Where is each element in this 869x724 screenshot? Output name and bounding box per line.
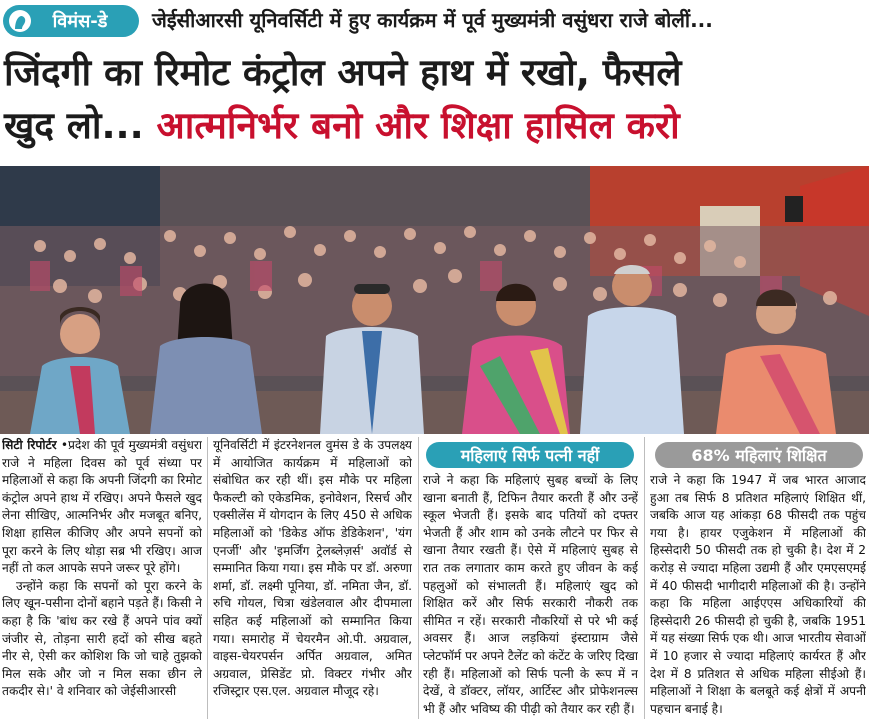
woman-silhouette-icon: [9, 9, 31, 33]
column-3-text: राजे ने कहा कि महिलाएं सुबह बच्चों के लिए खाना बनाती हैं, टिफिन तैयार करती हैं और उन्हें स्कूल भेजती हैं। इसके बाद पतियों को दफ्तर भेजती हैं और शाम को उनके लौटने पर फिर से खाना तैयार रखती हैं। ऐसे में महिलाएं सुबह से रात तक लगातार काम करते हुए जीवन के कई पहलुओं को संभालती हैं। महिलाएं खुद को शिक्षित करें और सिर्फ सरकारी नौकरी तक सीमित न रहें। सरकारी नौकरियों से परे भी कई अवसर हैं। आज लड़कियां इंस्टाग्राम जैसे प्लेटफॉर्म पर अपने टैलेंट को कंटेंट के जरिए दिखा रही हैं। महिलाओं को सिर्फ पत्नी के रूप में न देखें, वे डॉक्टर, लॉयर, आर्टिस्ट और प्रोफेशनल्स भी हैं और भविष्य की पीढ़ी को तैयार कर रही हैं।: [423, 473, 638, 716]
section-badge-label: विमंस-डे: [52, 11, 108, 32]
headline-line-2: [4, 99, 866, 152]
event-photo: [0, 166, 869, 434]
byline: सिटी रिपोर्टर: [2, 438, 57, 452]
top-strip: [0, 0, 869, 42]
article-column-3: [423, 442, 638, 724]
column-1-text: •प्रदेश की पूर्व मुख्यमंत्री वसुंधरा राजे ने महिला दिवस को पूर्व संध्या पर महिलाओं से कहा कि अपनी जिंदगी का रिमोट कंट्रोल अपने हाथ में रखिए। अपने फैसले खुद लेना सीखिए, आत्मनिर्भर और मजबूत बनिए, शिक्षा हासिल कीजिए और अपने सपनों को पूरा करने के लिए थोड़ा सब्र भी रखिए। आज नहीं तो कल आपके सपने जरूर पूरे होंगे।: [2, 438, 202, 576]
headline-line-1: जिंदगी का रिमोट कंट्रोल अपने हाथ में रखो, फैसले: [4, 51, 682, 94]
column-4-text: राजे ने कहा कि 1947 में जब भारत आजाद हुआ तब सिर्फ 8 प्रतिशत महिलाएं शिक्षित थीं, जबकि आज यह आंकड़ा 68 फीसदी तक पहुंच गया है। हायर एजुकेशन में महिलाओं की हिस्सेदारी 50 फीसदी तक हो चुकी है। देश में 2 करोड़ से ज्यादा महिला उद्यमी हैं और एमएसएमई में 40 फीसदी भागीदारी महिलाओं की है। उन्होंने कहा कि महिला आईएएस अधिकारियों की हिस्सेदारी 26 फीसदी हो चुकी है, जबकि 1951 में यह संख्या सिर्फ एक थी। आज भारतीय सेवाओं में 10 हजार से ज्यादा महिलाएं कार्यरत हैं और देश में 8 प्रतिशत से अधिक महिला सीईओ हैं। महिलाओं ने शिक्षा के बलबूते कई क्षेत्रों में अपनी पहचान बनाई है।: [650, 473, 866, 716]
article-column-4: [650, 442, 866, 724]
subhead-68-percent-educated: 68% महिलाएं शिक्षित: [655, 442, 863, 468]
event-photo-illustration: [0, 166, 869, 434]
headline-line-2-black: खुद लो...: [4, 104, 144, 147]
kicker-line: जेईसीआरसी यूनिवर्सिटी में हुए कार्यक्रम में पूर्व मुख्यमंत्री वसुंधरा राजे बोलीं...: [152, 8, 713, 32]
subhead-women-not-just-wives: महिलाएं सिर्फ पत्नी नहीं: [426, 442, 634, 468]
headline-line-2-red: आत्मनिर्भर बनो और शिक्षा हासिल करो: [156, 104, 680, 147]
article-column-1: [2, 437, 202, 719]
article-column-2: [213, 437, 412, 719]
column-divider: [644, 437, 645, 719]
column-2-text: यूनिवर्सिटी में इंटरनेशनल वुमंस डे के उपलक्ष्य में आयोजित कार्यक्रम में महिलाओं को संबोधित कर रही थीं। इस मौके पर महिला फैकल्टी को एकेडमिक, इनोवेशन, रिसर्च और एक्सीलेंस में योगदान के लिए 450 से अधिक महिलाओं को 'डिकेड ऑफ डेडिकेशन', 'यंग एनर्जी' और 'इमर्जिंग ट्रेलब्लेज़र्स' अवॉर्ड से सम्मानित किया गया। इस मौके पर डॉ. अरुणा शर्मा, डॉ. लक्ष्मी पूनिया, डॉ. नमिता जैन, डॉ. रुचि गोयल, चित्रा खंडेलवाल और दीपमाला सहित कई महिलाओं को सम्मानित किया गया। समारोह में चेयरमैन ओ.पी. अग्रवाल, वाइस-चेयरपर्सन अर्पित अग्रवाल, अमित अग्रवाल, प्रेसिडेंट प्रो. विक्टर गंभीर और रजिस्ट्रार एस.एल. अग्रवाल मौजूद रहे।: [213, 438, 412, 699]
headline: [4, 46, 866, 152]
column-divider: [418, 437, 419, 719]
column-divider: [207, 437, 208, 719]
section-badge: [3, 5, 139, 37]
column-1-text-2: उन्होंने कहा कि सपनों को पूरा करने के लिए खून-पसीना दोनों बहाने पड़ते हैं। किसी ने कहा है कि 'बांध कर रखे हैं अपने पांव क्यों जंजीर से, तोड़ना सारी हदों को सीख बहते नीर से, ऐसी कर कोशिश कि जो चाहे तुझको मिल सके और जो न मिल सका छीन ले तकदीर से।' वे शनिवार को जेईसीआरसी: [2, 578, 202, 699]
